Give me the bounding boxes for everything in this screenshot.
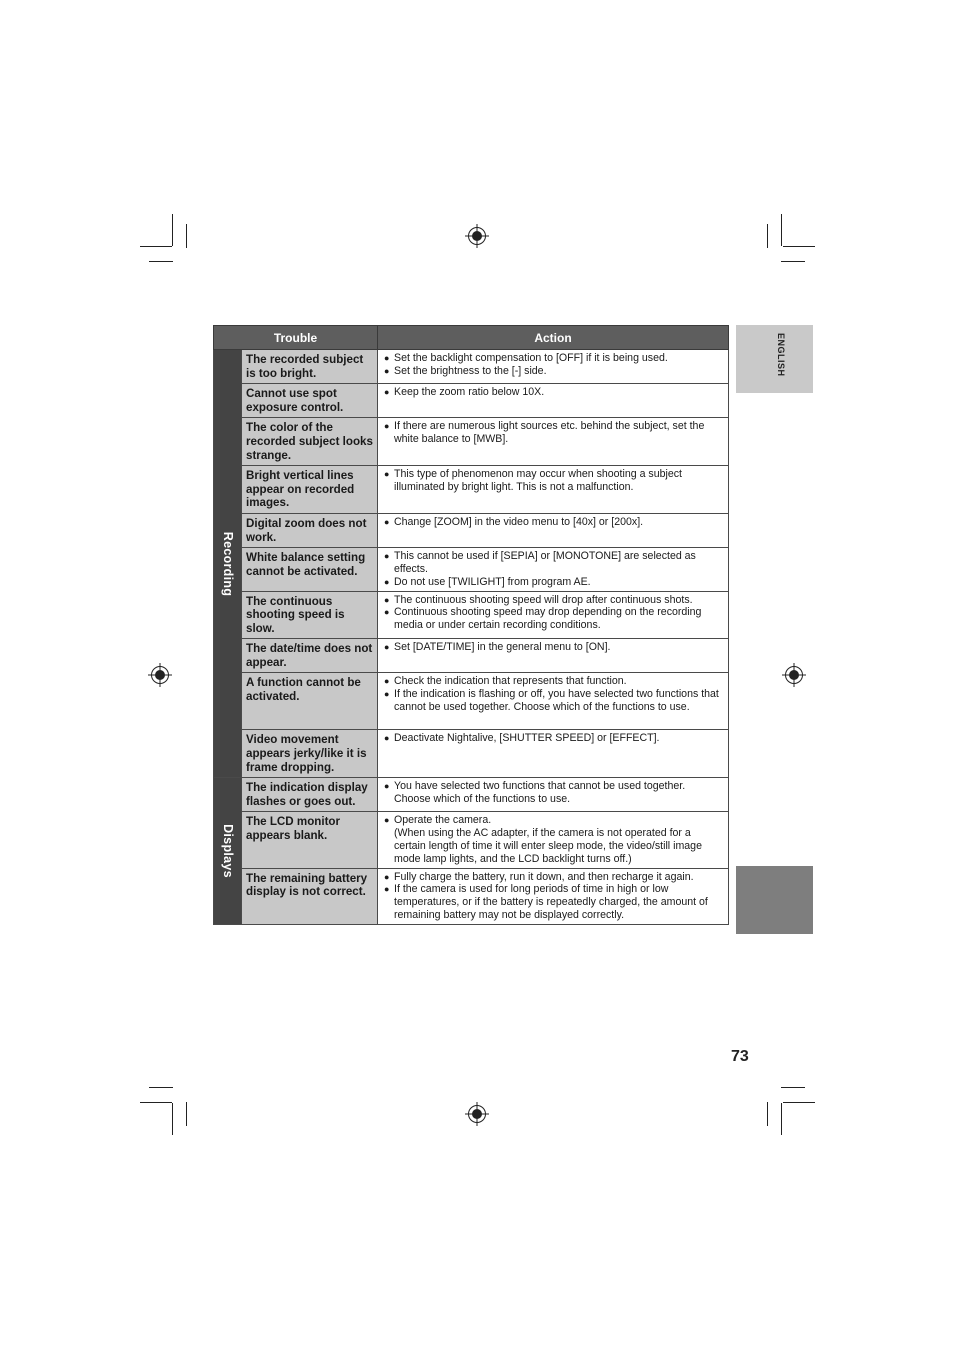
section-label-displays: Displays — [214, 778, 242, 925]
list-item: ● Continuous shooting speed may drop depending on the recording media or under certain recording conditions. — [384, 606, 702, 632]
registration-mark-icon — [468, 1105, 486, 1123]
trouble-cell: A function cannot be activated. — [242, 673, 378, 730]
action-cell — [378, 730, 729, 778]
list-item: ● Change [ZOOM] in the video menu to [40x] or [200x]. — [384, 515, 644, 528]
action-cell — [378, 350, 729, 384]
crop-mark — [783, 246, 815, 247]
trouble-cell: Digital zoom does not work. — [242, 513, 378, 547]
list-item: ● Set the backlight compensation to [OFF] if it is being used. — [384, 352, 668, 364]
table-row — [214, 513, 729, 547]
section-tab — [736, 866, 813, 934]
trouble-cell: Bright vertical lines appear on recorded images. — [242, 466, 378, 514]
action-cell — [378, 868, 729, 924]
list-item: ● The continuous shooting speed will drop after continuous shots. — [384, 593, 693, 606]
trouble-cell: White balance setting cannot be activated. — [242, 548, 378, 591]
trouble-cell: The recorded subject is too bright. — [242, 350, 378, 384]
crop-mark — [186, 224, 187, 248]
list-item: ● Do not use [TWILIGHT] from program AE. — [384, 575, 591, 588]
list-item: ● If the camera is used for long periods of time in high or low temperatures, or if the battery is repeatedly charged, the amount of remaining battery may not be displayed correctly. — [384, 883, 708, 922]
crop-mark — [767, 224, 768, 248]
list-item: ● If there are numerous light sources etc. behind the subject, set the white balance to [MWB]. — [384, 420, 705, 446]
list-item: ● You have selected two functions that cannot be used together. Choose which of the functions to use. — [384, 780, 686, 806]
table-row — [214, 418, 729, 466]
crop-mark — [149, 1087, 173, 1088]
trouble-cell: The indication display flashes or goes out. — [242, 778, 378, 812]
language-tab — [736, 325, 813, 393]
list-item: ● Check the indication that represents that function. — [384, 675, 627, 688]
table-row — [214, 868, 729, 924]
trouble-cell: Video movement appears jerky/like it is frame dropping. — [242, 730, 378, 778]
section-label-recording: Recording — [214, 350, 242, 778]
crop-mark — [186, 1102, 187, 1126]
trouble-cell: The continuous shooting speed is slow. — [242, 591, 378, 639]
crop-mark — [781, 1087, 805, 1088]
table-row — [214, 639, 729, 673]
list-item: ● If the indication is flashing or off, you have selected two functions that cannot be used together. Choose which of the functions to use. — [384, 688, 719, 714]
troubleshooting-table — [213, 325, 729, 925]
table-row — [214, 730, 729, 778]
list-item: ● Set the brightness to the [-] side. — [384, 364, 547, 377]
language-tab-label: ENGLISH — [776, 333, 786, 377]
action-cell — [378, 466, 729, 514]
crop-mark — [172, 214, 173, 246]
action-cell — [378, 591, 729, 639]
list-item: ● This cannot be used if [SEPIA] or [MONOTONE] are selected as effects. — [384, 550, 696, 575]
action-cell — [378, 418, 729, 466]
action-cell — [378, 639, 729, 673]
trouble-cell: The color of the recorded subject looks strange. — [242, 418, 378, 466]
crop-mark — [781, 261, 805, 262]
page-number: 73 — [731, 1048, 749, 1065]
trouble-cell: The LCD monitor appears blank. — [242, 812, 378, 868]
registration-mark-icon — [468, 227, 486, 245]
table-row — [214, 384, 729, 418]
table-row — [214, 778, 729, 812]
action-cell — [378, 548, 729, 591]
action-cell — [378, 812, 729, 868]
table-row — [214, 673, 729, 730]
list-item: ● Keep the zoom ratio below 10X. — [384, 386, 545, 399]
registration-mark-icon — [151, 666, 169, 684]
header-action: Action — [378, 326, 729, 350]
crop-mark — [781, 214, 782, 246]
list-item: ● This type of phenomenon may occur when shooting a subject illuminated by bright light. This is not a malfunction. — [384, 468, 682, 493]
table-header-row — [214, 326, 729, 350]
table-row — [214, 812, 729, 868]
crop-mark — [783, 1102, 815, 1103]
trouble-cell: The remaining battery display is not correct. — [242, 868, 378, 924]
table-row — [214, 466, 729, 514]
action-cell — [378, 778, 729, 812]
action-cell — [378, 384, 729, 418]
list-item: ● Deactivate Nightalive, [SHUTTER SPEED] or [EFFECT]. — [384, 732, 660, 745]
crop-mark — [140, 246, 172, 247]
list-item: ● Operate the camera. (When using the AC adapter, if the camera is not operated for a certain length of time it will enter sleep mode, the video/still image mode lamp lights, and the LCD backlight turns off.) — [384, 814, 702, 865]
crop-mark — [172, 1103, 173, 1135]
action-cell — [378, 673, 729, 730]
crop-mark — [140, 1102, 172, 1103]
list-item: ● Set [DATE/TIME] in the general menu to [ON]. — [384, 641, 611, 654]
crop-mark — [781, 1103, 782, 1135]
trouble-cell: Cannot use spot exposure control. — [242, 384, 378, 418]
action-cell — [378, 513, 729, 547]
header-trouble: Trouble — [214, 326, 378, 350]
crop-mark — [767, 1102, 768, 1126]
table-row — [214, 591, 729, 639]
crop-mark — [149, 261, 173, 262]
list-item: ● Fully charge the battery, run it down, and then recharge it again. — [384, 870, 694, 883]
trouble-cell: The date/time does not appear. — [242, 639, 378, 673]
table-row — [214, 548, 729, 591]
registration-mark-icon — [785, 666, 803, 684]
table-row — [214, 350, 729, 384]
